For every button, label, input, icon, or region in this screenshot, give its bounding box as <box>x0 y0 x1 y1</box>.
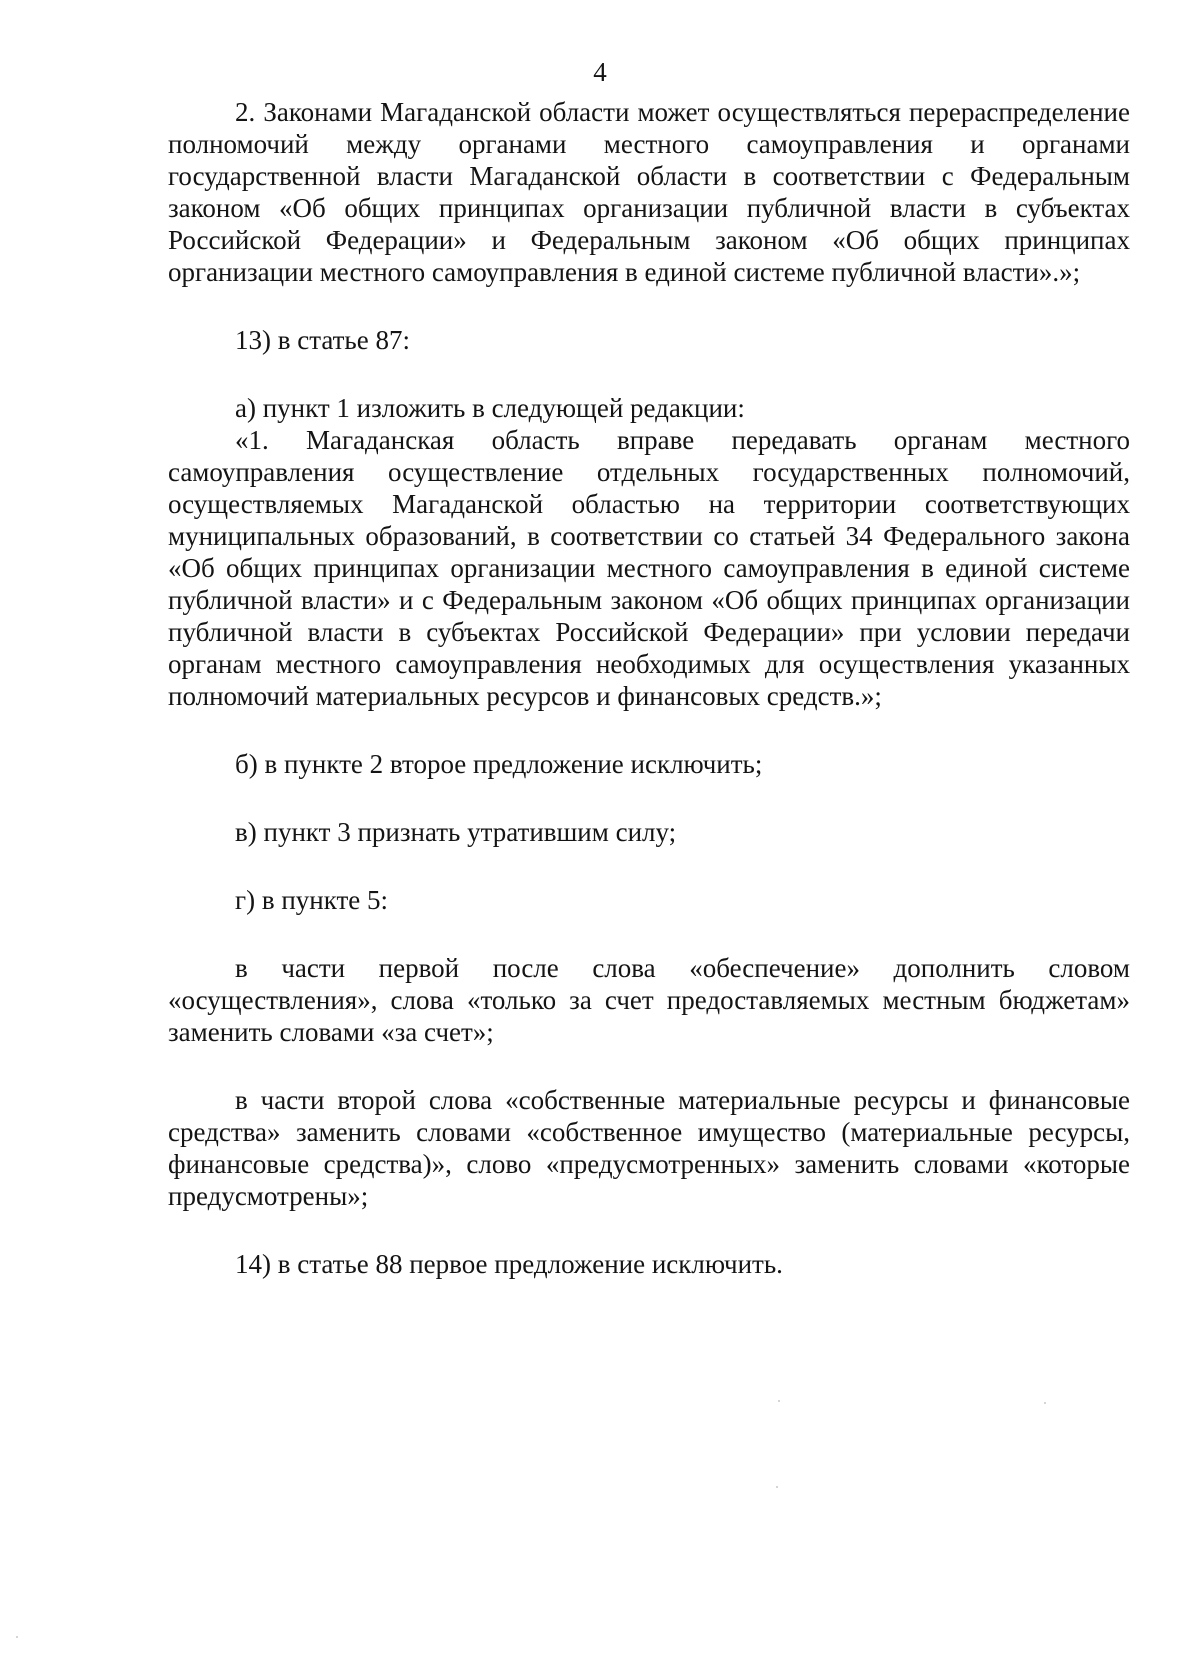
paragraph-item-14: 14) в статье 88 первое предложение исключить. <box>235 1249 783 1279</box>
document-body <box>168 96 1130 1280</box>
scan-speck <box>1044 1402 1046 1404</box>
paragraph-part-second: в части второй слова «собственные материальные ресурсы и финансовые средства» заменить словами «собственное имущество (материальные ресурсы, финансовые средства)», слово «предусмотренных» заменить словами «которые предусмотрены»; <box>168 1085 1130 1211</box>
paragraph-law-2: 2. Законами Магаданской области может осуществляться перераспределение полномочий между органами местного самоуправления и органами государственной власти Магаданской области в соответствии с Федеральным законом «Об общих принципах организации публичной власти в субъектах Российской Федерации» и Федеральным законом «Об общих принципах организации местного самоуправления в единой системе публичной власти».»; <box>168 97 1130 287</box>
scan-speck <box>16 1636 18 1638</box>
scan-speck <box>776 1486 778 1488</box>
scan-speck <box>778 1400 780 1402</box>
paragraph-subitem-v: в) пункт 3 признать утратившим силу; <box>235 817 677 847</box>
paragraph-subitem-g: г) в пункте 5: <box>235 885 389 915</box>
paragraph-subitem-b: б) в пункте 2 второе предложение исключить; <box>235 749 763 779</box>
page-number: 4 <box>593 57 607 87</box>
paragraph-quoted-point-1: «1. Магаданская область вправе передавать органам местного самоуправления осуществление отдельных государственных полномочий, осуществляемых Магаданской областью на территории соответствующих муниципальных образований, в соответствии со статьей 34 Федерального закона «Об общих принципах организации местного самоуправления в единой системе публичной власти» и с Федеральным законом «Об общих принципах организации публичной власти в субъектах Российской Федерации» при условии передачи органам местного самоуправления необходимых для осуществления указанных полномочий материальных ресурсов и финансовых средств.»; <box>168 425 1130 711</box>
paragraph-subitem-a: а) пункт 1 изложить в следующей редакции: <box>235 393 745 423</box>
paragraph-part-first: в части первой после слова «обеспечение» дополнить словом «осуществления», слова «только за счет предоставляемых местным бюджетам» заменить словами «за счет»; <box>168 953 1130 1047</box>
paragraph-item-13: 13) в статье 87: <box>235 325 410 355</box>
